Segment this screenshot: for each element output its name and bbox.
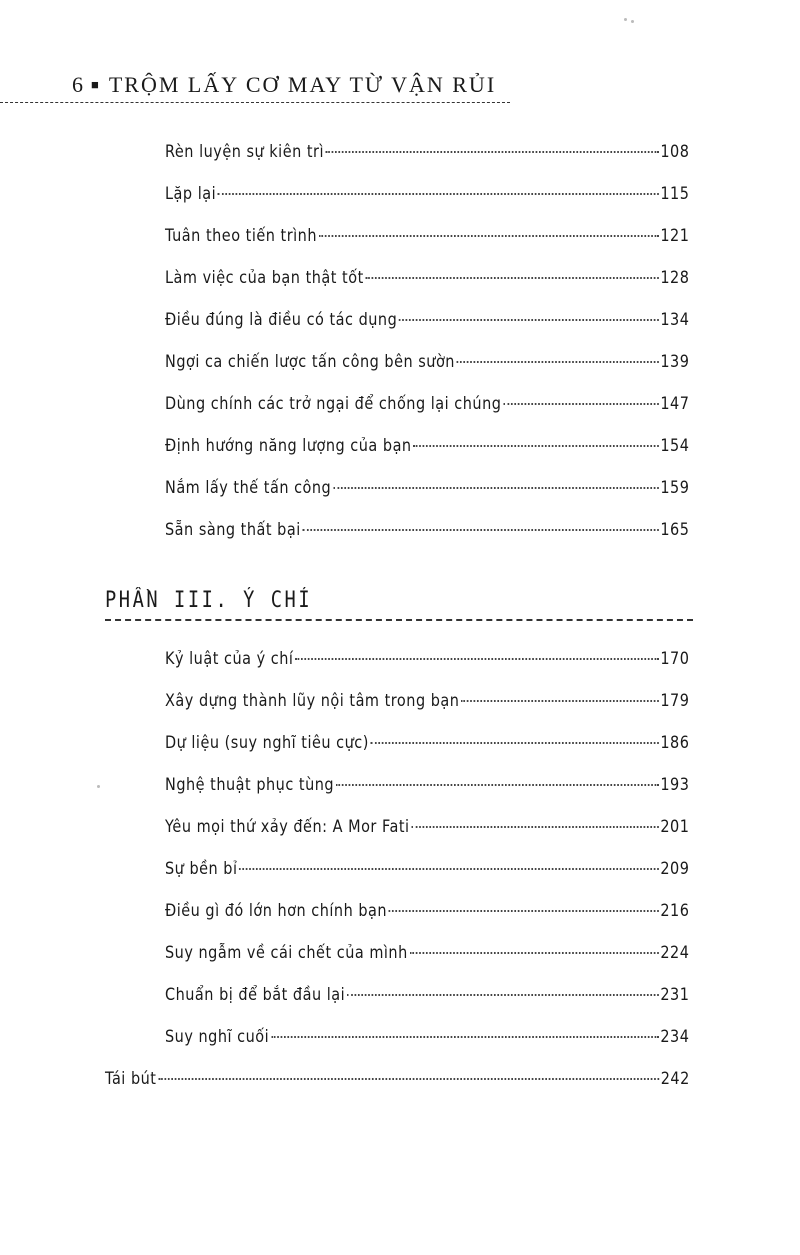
toc-entry-page: 234 [660,1027,690,1047]
toc-entry[interactable] [165,857,689,881]
toc-dot-leader [457,361,659,363]
toc-entry-page: 193 [660,775,690,795]
toc-entry-label: Tái bút [105,1069,157,1089]
toc-entry-page: 128 [660,268,690,288]
part-heading[interactable]: PHẦN III. Ý CHÍ [105,588,313,613]
toc-dot-leader [461,700,658,702]
toc-entry[interactable] [165,983,689,1007]
toc-entry-label: Làm việc của bạn thật tốt [165,268,364,288]
toc-entry-page: 216 [660,901,690,921]
toc-dot-leader [413,445,658,447]
toc-entry-page: 165 [660,520,690,540]
toc-entry[interactable] [165,476,689,500]
toc-dot-leader [399,319,659,321]
scan-speck [97,785,100,788]
toc-dot-leader [295,658,659,660]
header-book-title: TRỘM LẤY CƠ MAY TỪ VẬN RỦI [108,72,497,97]
toc-entry-page: 154 [660,436,690,456]
toc-dot-leader [239,868,658,870]
scan-speck [631,20,634,23]
toc-entry[interactable] [165,392,689,416]
toc-entry[interactable] [165,224,689,248]
toc-entry-label: Dự liệu (suy nghĩ tiêu cực) [165,733,369,753]
toc-entry-label: Suy nghĩ cuối [165,1027,270,1047]
toc-entry[interactable] [165,308,689,332]
toc-entry[interactable] [165,350,689,374]
toc-dot-leader [336,784,659,786]
toc-entry-label: Dùng chính các trở ngại để chống lại chúng [165,394,502,414]
toc-entry[interactable] [165,434,689,458]
toc-dot-leader [271,1036,659,1038]
toc-entry-page: 134 [660,310,690,330]
toc-entry-page: 121 [660,226,690,246]
toc-entry-label: Nghệ thuật phục tùng [165,775,335,795]
toc-entry-label: Chuẩn bị để bắt đầu lại [165,985,346,1005]
toc-entry[interactable] [165,182,689,206]
toc-dot-leader [389,910,659,912]
toc-dot-leader [365,277,658,279]
toc-entry-label: Rèn luyện sự kiên trì [165,142,325,162]
toc-entry-page: 170 [660,649,690,669]
toc-entry-page: 231 [660,985,690,1005]
toc-entry-page: 224 [660,943,690,963]
toc-entry-page: 147 [660,394,690,414]
toc-entry[interactable] [165,266,689,290]
toc-entry[interactable] [165,1025,689,1049]
toc-dot-leader [371,742,659,744]
toc-entry-page: 186 [660,733,690,753]
toc-dot-leader [218,193,659,195]
toc-entry[interactable] [165,941,689,965]
toc-entry-page: 179 [660,691,690,711]
toc-dot-leader [347,994,659,996]
toc-entry-page: 108 [660,142,690,162]
toc-entry-label: Nắm lấy thế tấn công [165,478,332,498]
toc-dot-leader [158,1078,659,1080]
toc-entry-label: Lặp lại [165,184,217,204]
running-header [72,72,496,98]
toc-entry-page: 159 [660,478,690,498]
toc-entry-label: Định hướng năng lượng của bạn [165,436,412,456]
toc-entry-label: Điều gì đó lớn hơn chính bạn [165,901,388,921]
toc-entry[interactable] [165,140,689,164]
toc-entry-label: Kỷ luật của ý chí [165,649,294,669]
toc-entry[interactable] [165,647,689,671]
toc-dot-leader [411,826,658,828]
toc-entry-label: Suy ngẫm về cái chết của mình [165,943,408,963]
toc-entry-page: 115 [660,184,690,204]
part-heading-dashed-rule [105,619,693,621]
toc-dot-leader [326,151,659,153]
toc-dot-leader [409,952,658,954]
toc-entry[interactable] [165,731,689,755]
toc-entry-label: Yêu mọi thứ xảy đến: A Mor Fati [165,817,410,837]
toc-entry-label: Xây dựng thành lũy nội tâm trong bạn [165,691,460,711]
toc-entry-label: Điều đúng là điều có tác dụng [165,310,398,330]
toc-entry[interactable] [165,689,689,713]
toc-entry-label: Ngợi ca chiến lược tấn công bên sườn [165,352,455,372]
toc-entry-label: Sẵn sàng thất bại [165,520,301,540]
toc-dot-leader [503,403,659,405]
toc-entry[interactable] [165,815,689,839]
toc-dot-leader [302,529,658,531]
toc-entry[interactable] [165,773,689,797]
toc-entry[interactable] [165,518,689,542]
toc-entry-label: Sự bền bỉ [165,859,238,879]
toc-entry[interactable] [165,899,689,923]
toc-dot-leader [333,487,659,489]
header-dashed-rule [0,102,510,103]
toc-entry-label: Tuân theo tiến trình [165,226,318,246]
toc-entry-postscript[interactable] [105,1067,690,1091]
header-square-separator: ■ [91,77,101,92]
toc-entry-page: 201 [660,817,690,837]
toc-entry-page: 139 [660,352,690,372]
header-page-number: 6 [72,72,85,97]
scan-speck [624,18,627,21]
toc-entry-page: 209 [660,859,690,879]
toc-entry-page: 242 [660,1069,690,1089]
toc-dot-leader [319,235,659,237]
